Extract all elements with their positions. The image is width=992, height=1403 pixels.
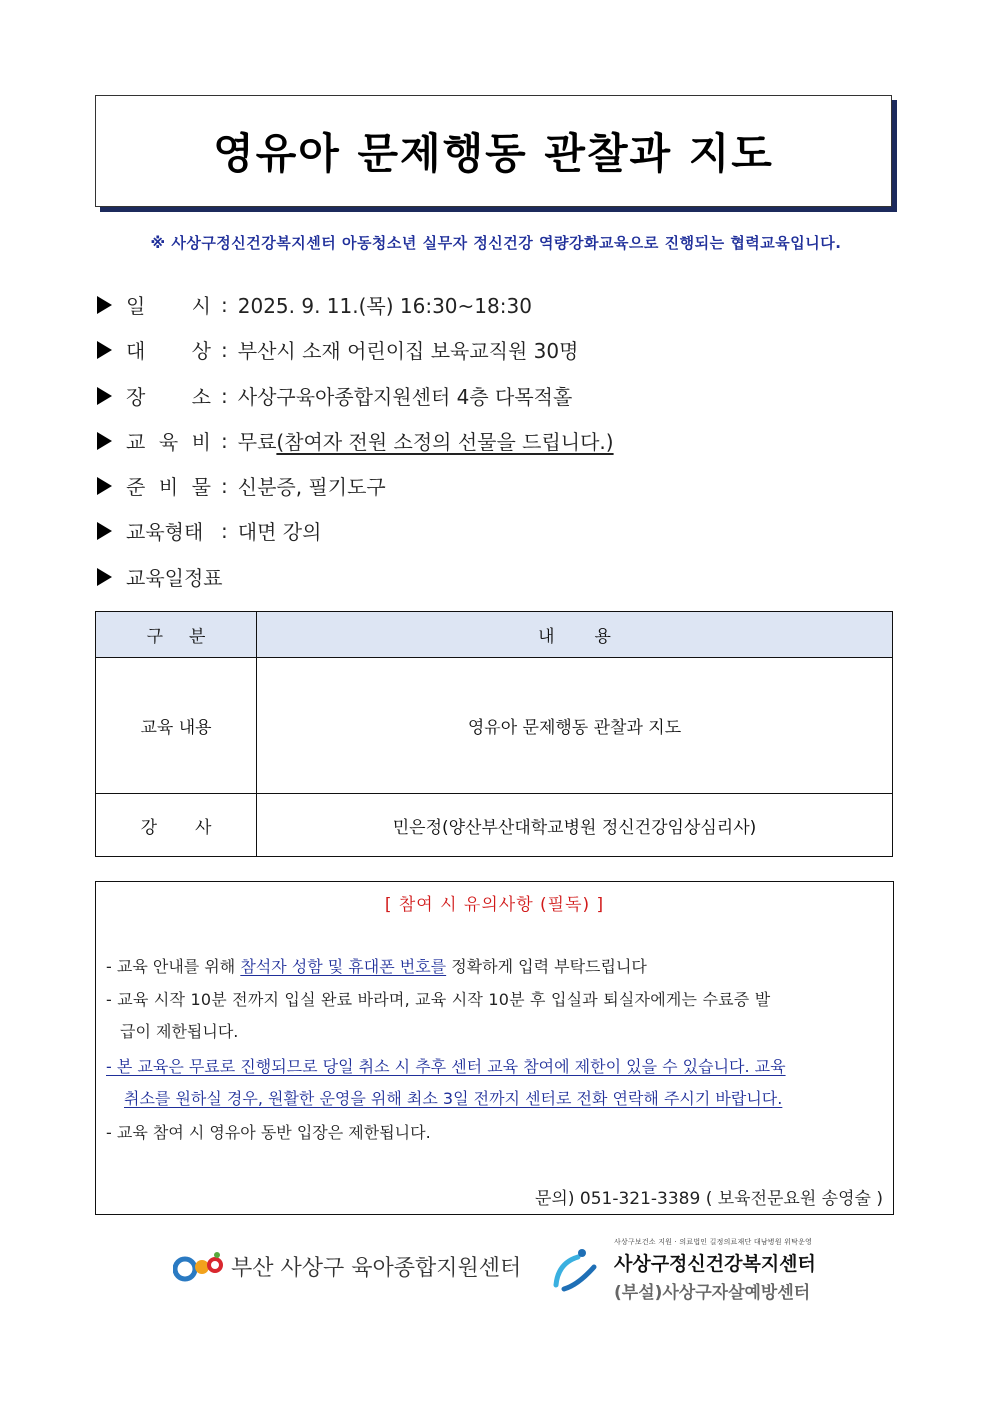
- table-header-row: [96, 612, 893, 658]
- triangle-bullet-icon: [97, 387, 112, 405]
- info-value-target: 부산시 소재 어린이집 보육교직원 30명: [237, 339, 579, 363]
- info-row-place: 장 소 : 사상구육아종합지원센터 4층 다목적홀: [97, 381, 572, 410]
- caution-line-3: - 본 교육은 무료로 진행되므로 당일 취소 시 추후 센터 교육 참여에 제한이 있을 수 있습니다. 교육: [106, 1057, 786, 1076]
- table-row: [96, 794, 893, 857]
- childcare-center-logo-icon: [173, 1249, 225, 1283]
- cooperation-notice: ※ 사상구정신건강복지센터 아동청소년 실무자 정신건강 역량강화교육으로 진행되는 협력교육입니다.: [150, 234, 842, 252]
- caution-line-2-cont: 급이 제한됩니다.: [120, 1022, 239, 1041]
- table-cell-label: 교육 내용: [96, 658, 257, 794]
- table-row: [96, 658, 893, 794]
- table-cell-label: 강사: [96, 794, 257, 857]
- triangle-bullet-icon: [97, 477, 112, 495]
- info-label-prep: 준 비 물: [126, 475, 211, 499]
- caution-line-4: - 교육 참여 시 영유아 동반 입장은 제한됩니다.: [106, 1123, 431, 1142]
- info-row-prep: 준 비 물 : 신분증, 필기도구: [97, 471, 386, 500]
- triangle-bullet-icon: [97, 341, 112, 359]
- caution-title: [ 참여 시 유의사항 (필독) ]: [384, 895, 605, 915]
- logo-childcare-center: 부산 사상구 육아종합지원센터: [173, 1249, 521, 1283]
- triangle-bullet-icon: [97, 568, 112, 586]
- info-value-prep: 신분증, 필기도구: [237, 475, 386, 499]
- info-value-place: 사상구육아종합지원센터 4층 다목적홀: [237, 385, 573, 409]
- info-row-fee: 교 육 비 : 무료 (참여자 전원 소정의 선물을 드립니다.): [97, 426, 614, 455]
- triangle-bullet-icon: [97, 432, 112, 450]
- logo-mental-health-center: 사상구보건소 지원 · 의료법인 길정의료재단 대남병원 위탁운영 사상구정신건강복지센터 (부설)사상구자살예방센터: [548, 1237, 816, 1303]
- caution-line-1: - 교육 안내를 위해 참석자 성함 및 휴대폰 번호를 정확하게 입력 부탁드립니다: [106, 957, 647, 976]
- title-box: [95, 95, 892, 207]
- table-header-category: 구분: [96, 612, 257, 658]
- caution-box: [95, 881, 894, 1215]
- contact-info: 문의) 051-321-3389 ( 보육전문요원 송영술 ): [535, 1189, 883, 1209]
- caution-line-2: - 교육 시작 10분 전까지 입실 완료 바라며, 교육 시작 10분 후 입실과 퇴실자에게는 수료증 발: [106, 990, 771, 1009]
- info-label-schedule: 교육일정표: [126, 566, 223, 590]
- info-row-target: 대 상 : 부산시 소재 어린이집 보육교직원 30명: [97, 335, 578, 364]
- footer-logos: [0, 1235, 992, 1305]
- info-row-format: 교육형태 : 대면 강의: [97, 516, 321, 545]
- info-label-place: 장 소: [126, 385, 211, 409]
- table-cell-value: 민은정(양산부산대학교병원 정신건강임상심리사): [257, 794, 893, 857]
- info-value-date: 2025. 9. 11.(목) 16:30~18:30: [237, 294, 532, 318]
- info-label-format: 교육형태: [126, 520, 204, 544]
- info-label-target: 대 상: [126, 339, 211, 363]
- info-label-date: 일 시: [126, 294, 211, 318]
- info-row-date: 일 시 : 2025. 9. 11.(목) 16:30~18:30: [97, 290, 532, 319]
- triangle-bullet-icon: [97, 296, 112, 314]
- table-cell-value: 영유아 문제행동 관찰과 지도: [257, 658, 893, 794]
- triangle-bullet-icon: [97, 522, 112, 540]
- info-label-fee: 교 육 비: [126, 430, 211, 454]
- schedule-table: [95, 611, 893, 857]
- caution-line-3-cont: 취소를 원하실 경우, 원활한 운영을 위해 최소 3일 전까지 센터로 전화 연락해 주시기 바랍니다.: [124, 1089, 783, 1108]
- table-header-content: 내용: [257, 612, 893, 658]
- info-row-schedule: [97, 562, 223, 591]
- info-value-fee: 무료: [237, 430, 277, 454]
- info-value-fee-note: (참여자 전원 소정의 선물을 드립니다.): [276, 430, 614, 454]
- mental-health-center-logo-icon: [548, 1245, 610, 1295]
- info-value-format: 대면 강의: [237, 520, 322, 544]
- page-title: 영유아 문제행동 관찰과 지도: [213, 129, 774, 178]
